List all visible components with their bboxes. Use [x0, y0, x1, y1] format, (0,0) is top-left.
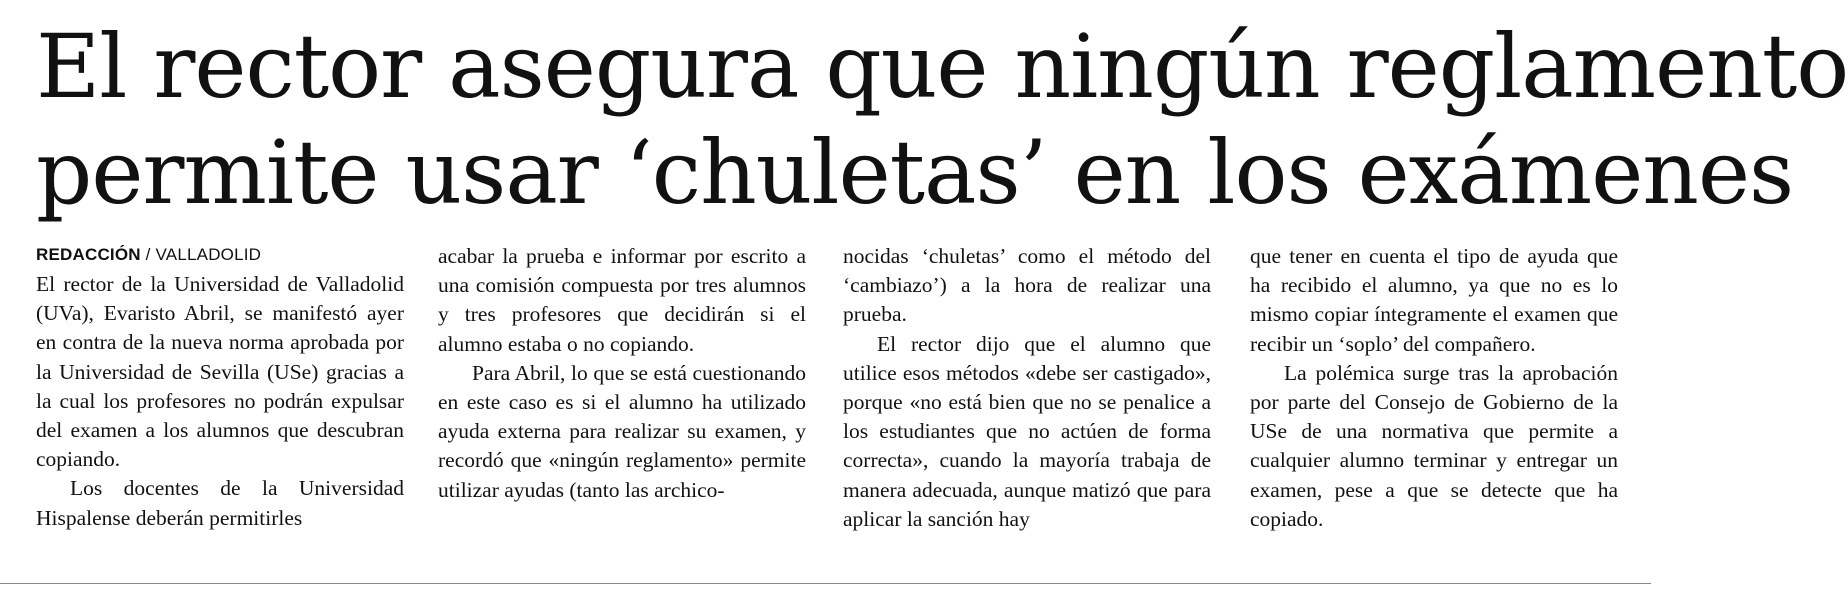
paragraph: Para Abril, lo que se está cuestionando en este caso es si el alumno ha utilizado ayuda externa para realizar su examen, y recordó que «ningún reglamento» permite utilizar ayudas (tanto las archico-	[438, 360, 806, 502]
headline	[36, 14, 1848, 226]
paragraph: La polémica surge tras la aprobación por parte del Consejo de Gobierno de la USe de una normativa que permite a cualquier alumno terminar y entregar un examen, pese a que se detecte que ha copiado.	[1250, 360, 1618, 531]
paragraph: El rector dijo que el alumno que utilice esos métodos «debe ser castigado», porque «no está bien que no se penalice a los estudiantes que no actúen de forma correcta», cuando la mayoría trabaja de manera adecuada, aunque matizó que para aplicar la sanción hay	[843, 331, 1211, 531]
byline-location: VALLADOLID	[155, 245, 262, 264]
headline-line-1: El rector asegura que ningún reglamento	[36, 15, 1848, 118]
byline-separator: /	[140, 245, 156, 264]
article-column-4	[1250, 242, 1618, 534]
paragraph: Los docentes de la Universidad Hispalense deberán permitirles	[36, 476, 404, 530]
bottom-rule	[0, 583, 1651, 584]
headline-line-2: permite usar ‘chuletas’ en los exámenes	[36, 121, 1794, 224]
paragraph: nocidas ‘chuletas’ como el método del ‘cambiazo’) a la hora de realizar una prueba.	[843, 244, 1211, 327]
article-column-3	[843, 242, 1211, 534]
paragraph: que tener en cuenta el tipo de ayuda que ha recibido el alumno, ya que no es lo mismo copiar íntegramente el examen que recibir un ‘soplo’ del compañero.	[1250, 244, 1618, 356]
article-column-1	[36, 242, 404, 533]
paragraph: El rector de la Universidad de Valladolid (UVa), Evaristo Abril, se manifestó ayer en contra de la nueva norma aprobada por la Universidad de Sevilla (USe) gracias a la cual los profesores no podrán expulsar del examen a los alumnos que descubran copiando.	[36, 272, 404, 472]
byline-section: REDACCIÓN	[36, 245, 141, 264]
paragraph: acabar la prueba e informar por escrito a una comisión compuesta por tres alumnos y tres profesores que decidirán si el alumno estaba o no copiando.	[438, 244, 806, 356]
article-column-2	[438, 242, 806, 505]
byline	[36, 242, 404, 268]
